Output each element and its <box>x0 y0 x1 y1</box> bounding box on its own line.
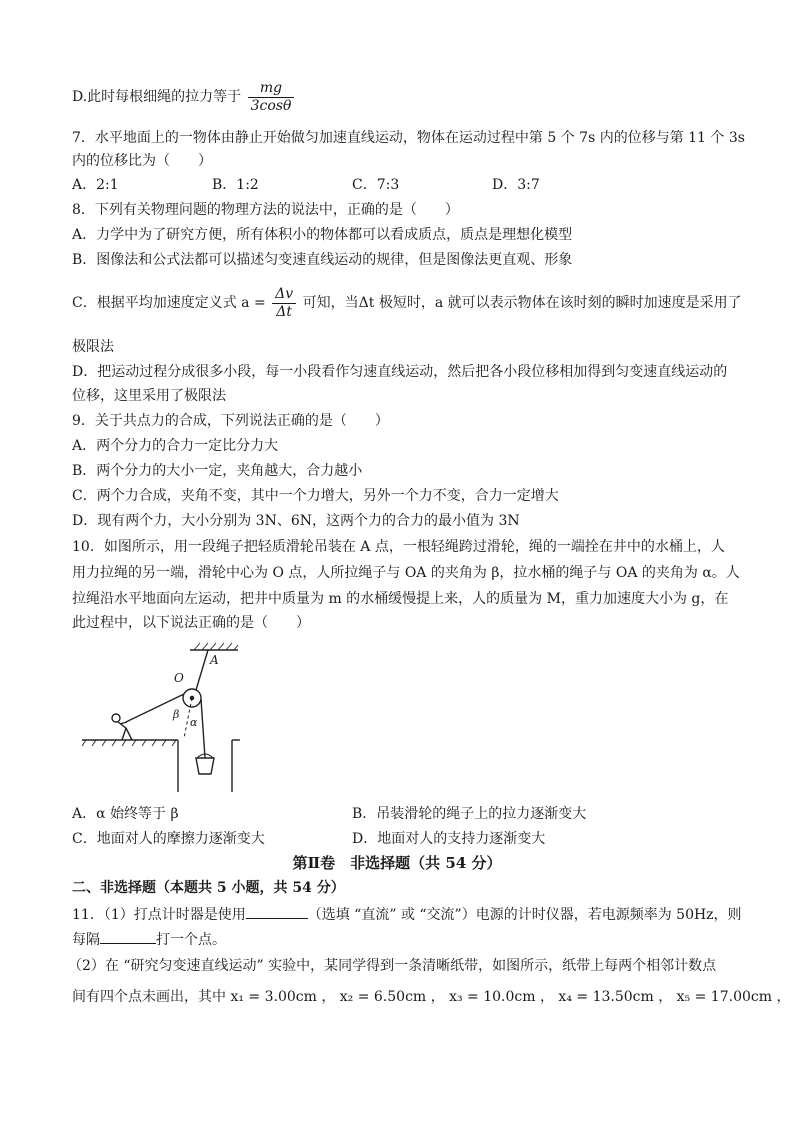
label-beta: β <box>173 708 180 721</box>
bucket <box>196 758 214 774</box>
q10-option-d: D．地面对人的支持力逐渐变大 <box>352 831 546 847</box>
q11-part1-text-a: 11．（1）打点计时器是使用 <box>72 907 246 923</box>
q11-part2-line1: （2）在 “研究匀变速直线运动” 实验中，某同学得到一条清晰纸带，如图所示，纸带上每两个相邻计数点 <box>68 958 717 974</box>
section-title: 第Ⅱ卷 非选择题（共 54 分） <box>292 854 502 872</box>
q11-part1-line1 <box>72 904 742 925</box>
hanging-rope <box>196 650 208 690</box>
q7-option-a: A．2:1 <box>72 177 119 193</box>
q11-part2-line2: 间有四个点未画出，其中 x₁ = 3.00cm ， x₂ = 6.50cm ， x₃ = 10.0cm ， x₄ = 13.50cm ， x₅ = 17.00cm ， <box>72 989 791 1005</box>
q9-stem: 9．关于共点力的合成，下列说法正确的是（ ） <box>72 413 389 429</box>
q11-part1-text-d: 打一个点。 <box>156 932 226 948</box>
q11-part1-text-b: （选填 “直流” 或 “交流”）电源的计时仪器，若电源频率为 50Hz，则 <box>307 907 742 923</box>
q10-stem-line2: 用力拉绳的另一端，滑轮中心为 O 点，人所拉绳子与 OA 的夹角为 β，拉水桶的绳子与 OA 的夹角为 α。人 <box>72 565 740 581</box>
q6-fraction-numerator: mg <box>248 80 295 98</box>
q10-stem-line4: 此过程中，以下说法正确的是（ ） <box>72 615 310 631</box>
ceiling-hatch <box>194 643 238 650</box>
q10-option-b: B．吊装滑轮的绳子上的拉力逐渐变大 <box>352 806 587 822</box>
q8-stem: 8．下列有关物理问题的物理方法的说法中，正确的是（ ） <box>72 202 459 218</box>
q11-part1-text-c: 每隔 <box>72 932 100 948</box>
q8-option-c-line2: 极限法 <box>72 339 114 355</box>
q10-stem-line1: 10．如图所示，用一段绳子把轻质滑轮吊装在 A 点，一根轻绳跨过滑轮，绳的一端拴在井中的水桶上，人 <box>72 539 725 555</box>
q8-fraction <box>272 286 296 321</box>
person <box>112 714 132 740</box>
ground-left-hatch <box>82 740 176 746</box>
q7-stem-line1: 7．水平地面上的一物体由静止开始做匀加速直线运动，物体在运动过程中第 5 个 7s 内的位移与第 11 个 3s <box>72 130 745 146</box>
q8-option-b: B．图像法和公式法都可以描述匀变速直线运动的规律，但是图像法更直观、形象 <box>72 252 573 268</box>
q8-option-d-line1: D．把运动过程分成很多小段，每一小段看作匀速直线运动，然后把各小段位移相加得到匀变速直线运动的 <box>72 364 728 380</box>
section-subtitle: 二、非选择题（本题共 5 小题，共 54 分） <box>72 880 345 896</box>
q10-option-a: A．α 始终等于 β <box>72 806 179 822</box>
q8-fraction-numerator: Δv <box>272 286 296 304</box>
q8-option-a: A．力学中为了研究方便，所有体积小的物体都可以看成质点，质点是理想化模型 <box>72 227 573 243</box>
rope-to-bucket <box>201 699 205 758</box>
q9-option-a: A．两个分力的合力一定比分力大 <box>72 438 279 454</box>
pulley-well-figure <box>70 640 240 800</box>
q8-option-d-line2: 位移，这里采用了极限法 <box>72 388 226 404</box>
q6-fraction <box>248 80 295 115</box>
q8-option-c-prefix: C．根据平均加速度定义式 a = <box>72 295 266 311</box>
q11-blank-2[interactable] <box>100 929 156 944</box>
q7-options <box>72 175 732 195</box>
q11-part1-line2 <box>72 929 226 950</box>
q8-option-c-suffix: 可知，当Δt 极短时，a 就可以表示物体在该时刻的瞬时加速度是采用了 <box>302 295 742 311</box>
q9-option-b: B．两个分力的大小一定，夹角越大，合力越小 <box>72 463 363 479</box>
q10-option-c: C．地面对人的摩擦力逐渐变大 <box>72 831 265 847</box>
q7-option-c: C．7:3 <box>352 177 400 193</box>
label-alpha: α <box>190 716 198 729</box>
label-a: A <box>210 653 219 667</box>
q6-fraction-denominator: 3cosθ <box>250 97 292 114</box>
q9-option-d: D．现有两个力，大小分别为 3N、6N，这两个力的合力的最小值为 3N <box>72 513 520 529</box>
q7-option-d: D．3:7 <box>492 177 540 193</box>
q6-option-d <box>72 78 296 116</box>
q7-option-b: B．1:2 <box>212 177 259 193</box>
q10-stem-line3: 拉绳沿水平地面向左运动，把井中质量为 m 的水桶缓慢提上来，人的质量为 M，重力加速度大小为 g，在 <box>72 591 729 607</box>
q8-fraction-denominator: Δt <box>276 303 293 320</box>
q11-blank-1[interactable] <box>246 904 308 919</box>
q6-option-d-text: D.此时每根细绳的拉力等于 <box>72 89 242 105</box>
q9-option-c: C．两个力合成，夹角不变，其中一个力增大，另外一个力不变，合力一定增大 <box>72 488 559 504</box>
q8-option-c <box>72 284 742 322</box>
label-o: O <box>174 671 184 685</box>
q7-stem-line2: 内的位移比为（ ） <box>72 153 212 169</box>
